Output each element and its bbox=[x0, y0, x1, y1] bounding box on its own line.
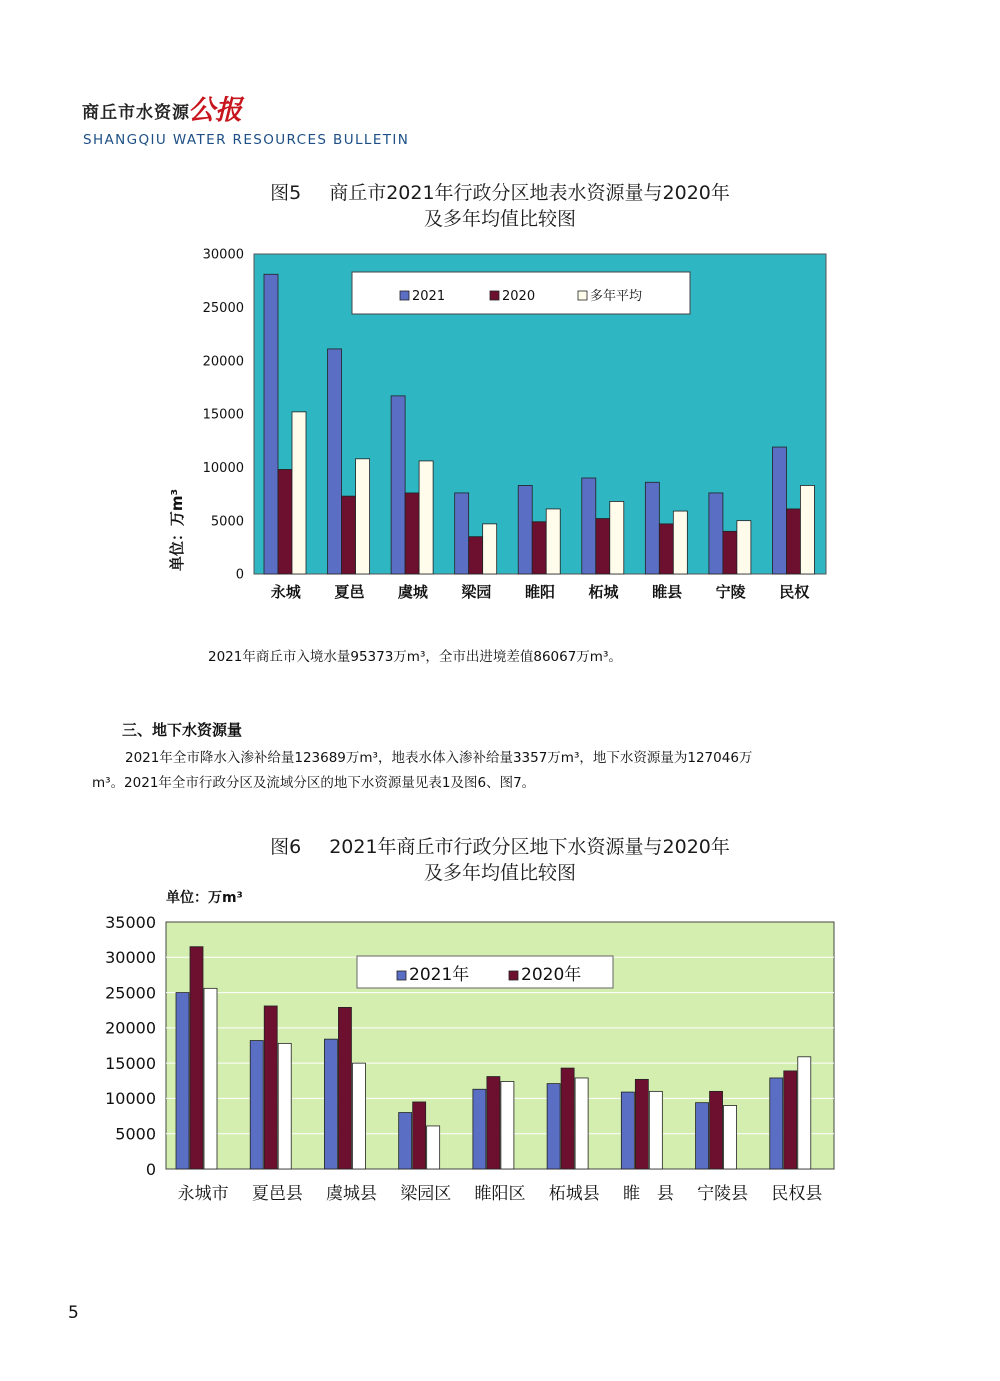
y-axis-label: 单位：万m³ bbox=[168, 488, 186, 572]
legend-swatch bbox=[400, 291, 409, 300]
bar-2021-夏邑 bbox=[328, 349, 342, 574]
bar-2021-民权 bbox=[772, 447, 786, 574]
bar-2021-睢阳 bbox=[518, 485, 532, 574]
y-tick-label: 20000 bbox=[105, 1018, 156, 1038]
figure6-title-line1 bbox=[0, 834, 1000, 860]
x-tick-label: 民权县 bbox=[771, 1184, 823, 1204]
x-tick-label: 夏邑 bbox=[334, 583, 365, 601]
y-tick-label: 20000 bbox=[202, 354, 244, 370]
y-tick-label: 5000 bbox=[115, 1124, 156, 1144]
bar-多年平均-睢阳 bbox=[546, 509, 560, 574]
bar-2021-梁园 bbox=[455, 493, 469, 574]
bar-2020-梁园 bbox=[469, 537, 483, 574]
x-tick-label: 梁园 bbox=[461, 583, 492, 601]
bar-2021年-宁陵县 bbox=[696, 1103, 709, 1169]
x-tick-label: 宁陵县 bbox=[697, 1184, 749, 1204]
bar-2020年-永城市 bbox=[190, 947, 203, 1169]
bar-多年平均-宁陵 bbox=[737, 521, 751, 574]
bar-多年平均-虞城 bbox=[419, 461, 433, 574]
y-tick-label: 25000 bbox=[202, 301, 244, 317]
bar-series3-梁园区 bbox=[427, 1126, 440, 1169]
x-tick-label: 虞城县 bbox=[326, 1184, 378, 1204]
bar-series3-柘城县 bbox=[575, 1078, 588, 1169]
legend-label: 多年平均 bbox=[590, 289, 643, 304]
y-tick-label: 10000 bbox=[105, 1089, 156, 1109]
bar-2020年-梁园区 bbox=[413, 1102, 426, 1169]
legend-swatch bbox=[490, 291, 499, 300]
bar-series3-夏邑县 bbox=[278, 1043, 291, 1169]
x-tick-label: 睢县 bbox=[652, 583, 683, 601]
bar-2020年-宁陵县 bbox=[710, 1091, 723, 1169]
bar-series3-宁陵县 bbox=[724, 1105, 737, 1169]
bar-2021-宁陵 bbox=[709, 493, 723, 574]
x-tick-label: 睢阳区 bbox=[474, 1184, 526, 1204]
bar-2021年-永城市 bbox=[176, 993, 189, 1169]
section-paragraph-line2: m³。2021年全市行政分区及流域分区的地下水资源量见表1及图6、图7。 bbox=[92, 775, 536, 791]
bar-2020年-睢阳区 bbox=[487, 1077, 500, 1169]
bar-2020年-夏邑县 bbox=[264, 1006, 277, 1169]
y-tick-label: 30000 bbox=[105, 948, 156, 968]
x-tick-label: 宁陵 bbox=[715, 583, 746, 601]
bar-2021年-睢阳区 bbox=[473, 1089, 486, 1169]
bar-2020-民权 bbox=[786, 509, 800, 574]
bar-2020-柘城 bbox=[596, 519, 610, 574]
figure6-number: 图6 bbox=[270, 836, 302, 858]
bar-2021-柘城 bbox=[582, 478, 596, 574]
bar-2020年-柘城县 bbox=[561, 1068, 574, 1169]
y-tick-label: 0 bbox=[235, 567, 244, 583]
y-tick-label: 0 bbox=[145, 1159, 156, 1179]
figure6-title-text: 2021年商丘市行政分区地下水资源量与2020年 bbox=[329, 836, 730, 858]
bar-多年平均-梁园 bbox=[483, 524, 497, 574]
section-title: 三、地下水资源量 bbox=[122, 721, 243, 739]
bar-多年平均-民权 bbox=[800, 485, 814, 574]
legend-label: 2021年 bbox=[409, 965, 470, 985]
bar-series3-永城市 bbox=[204, 988, 217, 1169]
bar-多年平均-柘城 bbox=[610, 501, 624, 574]
figure6-chart bbox=[80, 880, 860, 1215]
bar-series3-虞城县 bbox=[352, 1063, 365, 1169]
y-tick-label: 15000 bbox=[105, 1053, 156, 1073]
legend bbox=[352, 272, 690, 314]
legend-label: 2020 bbox=[502, 289, 536, 304]
y-axis-label: 单位：万m³ bbox=[166, 890, 243, 906]
x-tick-label: 永城市 bbox=[177, 1184, 229, 1204]
bar-2020-宁陵 bbox=[723, 531, 737, 574]
y-tick-label: 15000 bbox=[202, 407, 244, 423]
bar-2020年-民权县 bbox=[784, 1071, 797, 1169]
page-number: 5 bbox=[68, 1303, 79, 1323]
x-tick-label: 睢阳 bbox=[524, 583, 556, 601]
figure5-title-line2: 及多年均值比较图 bbox=[423, 208, 576, 230]
bar-2020-夏邑 bbox=[342, 496, 356, 574]
bulletin-title-cn: 商丘市水资源 bbox=[82, 103, 190, 123]
x-tick-label: 永城 bbox=[270, 583, 301, 601]
bar-2020-睢县 bbox=[659, 524, 673, 574]
bulletin-title-en: SHANGQIU WATER RESOURCES BULLETIN bbox=[83, 132, 410, 148]
legend-label: 2021 bbox=[412, 289, 446, 304]
figure5-chart bbox=[150, 240, 850, 610]
bar-2021年-虞城县 bbox=[324, 1039, 337, 1169]
y-tick-label: 10000 bbox=[202, 461, 244, 477]
x-tick-label: 夏邑县 bbox=[251, 1184, 303, 1204]
bar-2021年-睢县 bbox=[621, 1092, 634, 1169]
bar-2021-永城 bbox=[264, 274, 278, 574]
bar-2021年-民权县 bbox=[770, 1078, 783, 1169]
bar-2021年-柘城县 bbox=[547, 1084, 560, 1169]
bar-2020-睢阳 bbox=[532, 522, 546, 574]
bar-2021-虞城 bbox=[391, 396, 405, 574]
bar-2020-永城 bbox=[278, 469, 292, 574]
legend-swatch bbox=[397, 971, 406, 980]
y-tick-label: 30000 bbox=[202, 247, 244, 263]
bar-2020-虞城 bbox=[405, 493, 419, 574]
bar-series3-睢县 bbox=[649, 1091, 662, 1169]
bar-series3-民权县 bbox=[798, 1057, 811, 1169]
legend-swatch bbox=[509, 971, 518, 980]
bar-2020年-虞城县 bbox=[338, 1007, 351, 1169]
inflow-paragraph: 2021年商丘市入境水量95373万m³，全市出进境差值86067万m³。 bbox=[208, 649, 622, 665]
x-tick-label: 睢 县 bbox=[622, 1184, 674, 1204]
x-tick-label: 虞城 bbox=[397, 583, 428, 601]
bar-多年平均-睢县 bbox=[673, 511, 687, 574]
x-tick-label: 柘城 bbox=[588, 583, 619, 601]
y-tick-label: 5000 bbox=[210, 514, 244, 530]
bar-2021年-夏邑县 bbox=[250, 1041, 263, 1169]
figure5-number: 图5 bbox=[270, 182, 302, 204]
x-tick-label: 柘城县 bbox=[548, 1184, 600, 1204]
bar-多年平均-永城 bbox=[292, 412, 306, 574]
bar-多年平均-夏邑 bbox=[356, 459, 370, 574]
x-tick-label: 梁园区 bbox=[400, 1184, 452, 1204]
bar-2020年-睢县 bbox=[635, 1079, 648, 1169]
x-tick-label: 民权 bbox=[779, 583, 810, 601]
figure5-title-line1 bbox=[0, 180, 1000, 206]
bar-series3-睢阳区 bbox=[501, 1081, 514, 1169]
bar-2021年-梁园区 bbox=[399, 1113, 412, 1169]
figure6-title-line2: 及多年均值比较图 bbox=[423, 862, 576, 884]
y-tick-label: 25000 bbox=[105, 983, 156, 1003]
legend-label: 2020年 bbox=[521, 965, 582, 985]
figure5-title-text: 商丘市2021年行政分区地表水资源量与2020年 bbox=[329, 182, 730, 204]
bar-2021-睢县 bbox=[645, 482, 659, 574]
bulletin-title-accent: 公报 bbox=[188, 95, 242, 126]
legend bbox=[357, 956, 613, 988]
section-paragraph-line1: 2021年全市降水入渗补给量123689万m³，地表水体入渗补给量3357万m³，地下水资源量为127046万 bbox=[125, 750, 753, 766]
y-tick-label: 35000 bbox=[105, 912, 156, 932]
legend-swatch bbox=[578, 291, 587, 300]
